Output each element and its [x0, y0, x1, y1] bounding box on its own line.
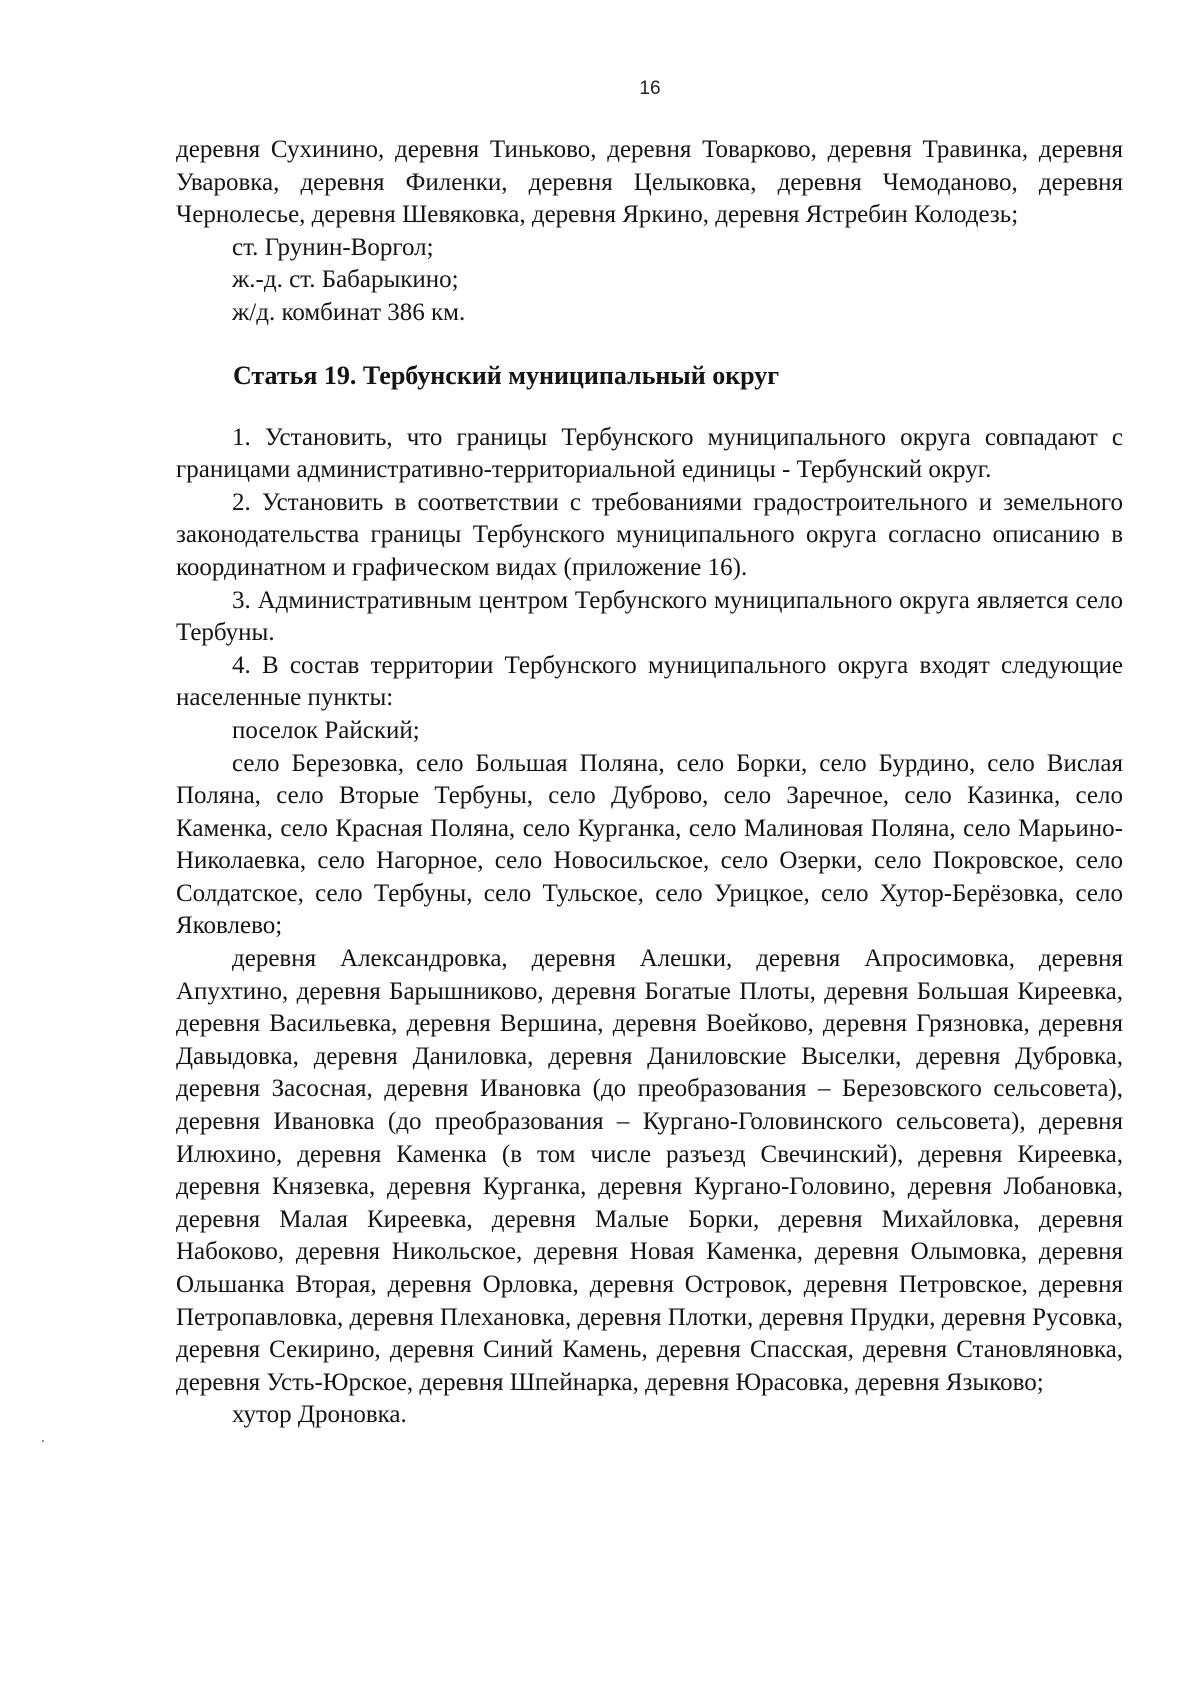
article-heading: Статья 19. Тербунский муниципальный округ: [233, 360, 780, 390]
scan-speck: [42, 1440, 44, 1442]
station-grunin-vorgol: ст. Грунин-Воргол;: [232, 233, 434, 261]
page-body: [176, 134, 1123, 1432]
article-item-2: 2. Установить в соответствии с требованиями градостроительного и земельного законодательства границы Тербунского муниципального округа согласно описанию в координатном и графическом видах (приложение 16).: [176, 488, 1123, 581]
article-item-1: 1. Установить, что границы Тербунского муниципального округа совпадают с границами административно-территориальной единицы - Тербунский округ.: [176, 423, 1123, 484]
settlement-hutor: хутор Дроновка.: [232, 1401, 407, 1429]
station-babarykino: ж.-д. ст. Бабарыкино;: [232, 266, 459, 294]
settlement-derevni-list: деревня Александровка, деревня Алешки, деревня Апросимовка, деревня Апухтино, деревня Барышниково, деревня Богатые Плоты, деревня Большая Киреевка, деревня Васильевка, деревня Вершина, деревня Воейково, деревня Грязновка, деревня Давыдовка, деревня Даниловка, деревня Даниловские Выселки, деревня Дубровка, деревня Засосная, деревня Ивановка (до преобразования – Березовского сельсовета), деревня Ивановка (до преобразования – Кургано-Головинского сельсовета), деревня Илюхино, деревня Каменка (в том числе разъезд Свечинский), деревня Киреевка, деревня Князевка, деревня Курганка, деревня Кургано-Головино, деревня Лобановка, деревня Малая Киреевка, деревня Малые Борки, деревня Михайловка, деревня Набоково, деревня Никольское, деревня Новая Каменка, деревня Олымовка, деревня Ольшанка Вторая, деревня Орловка, деревня Островок, деревня Петровское, деревня Петропавловка, деревня Плехановка, деревня Плотки, деревня Прудки, деревня Русовка, деревня Секирино, деревня Синий Камень, деревня Спасская, деревня Становляновка, деревня Усть-Юрское, деревня Шпейнарка, деревня Юрасовка, деревня Языково;: [176, 945, 1123, 1396]
station-kombinat: ж/д. комбинат 386 км.: [232, 298, 466, 326]
article-item-4: 4. В состав территории Тербунского муниципального округа входят следующие населенные пункты:: [176, 651, 1123, 712]
settlement-poselok: поселок Райский;: [232, 716, 420, 744]
settlement-sela-list: село Березовка, село Большая Поляна, село Борки, село Бурдино, село Вислая Поляна, село Вторые Тербуны, село Дуброво, село Заречное, село Казинка, село Каменка, село Красная Поляна, село Курганка, село Малиновая Поляна, село Марьино-Николаевка, село Нагорное, село Новосильское, село Озерки, село Покровское, село Солдатское, село Тербуны, село Тульское, село Урицкое, село Хутор-Берёзовка, село Яковлево;: [176, 749, 1123, 940]
villages-continuation-paragraph: деревня Сухинино, деревня Тиньково, деревня Товарково, деревня Травинка, деревня Уваровка, деревня Филенки, деревня Целыковка, деревня Чемоданово, деревня Чернолесье, деревня Шевяковка, деревня Яркино, деревня Ястребин Колодезь;: [176, 136, 1123, 229]
page-number: 16: [639, 78, 661, 99]
article-item-3: 3. Административным центром Тербунского муниципального округа является село Тербуны.: [176, 586, 1123, 647]
